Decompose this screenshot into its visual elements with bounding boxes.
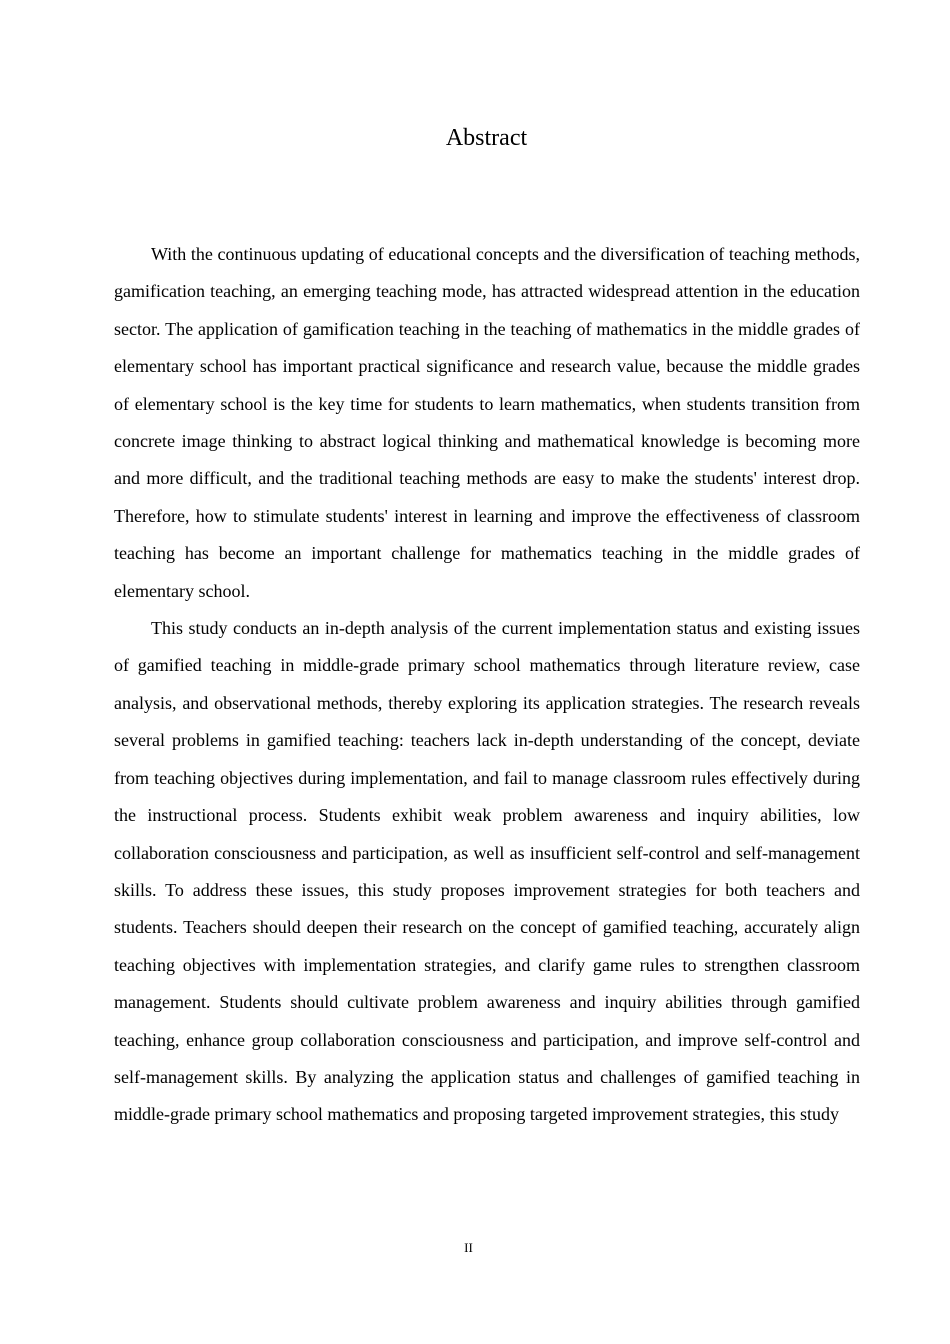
abstract-paragraph-1: With the continuous updating of educational concepts and the diversification of teaching methods, gamification teaching, an emerging teaching mode, has attracted widespread attention in the education sector. The application of gamification teaching in the teaching of mathematics in the middle grades of elementary school has important practical significance and research value, because the middle grades of elementary school is the key time for students to learn mathematics, when students transition from concrete image thinking to abstract logical thinking and mathematical knowledge is becoming more and more difficult, and the traditional teaching methods are easy to make the students' interest drop. Therefore, how to stimulate students' interest in learning and improve the effectiveness of classroom teaching has become an important challenge for mathematics teaching in the middle grades of elementary school. <box>114 244 860 601</box>
page-title: Abstract <box>445 125 528 151</box>
abstract-body <box>114 236 860 1134</box>
abstract-paragraph-2: This study conducts an in-depth analysis of the current implementation status and existing issues of gamified teaching in middle-grade primary school mathematics through literature review, case analysis, and observational methods, thereby exploring its application strategies. The research reveals several problems in gamified teaching: teachers lack in-depth understanding of the concept, deviate from teaching objectives during implementation, and fail to manage classroom rules effectively during the instructional process. Students exhibit weak problem awareness and inquiry abilities, low collaboration consciousness and participation, as well as insufficient self-control and self-management skills. To address these issues, this study proposes improvement strategies for both teachers and students. Teachers should deepen their research on the concept of gamified teaching, accurately align teaching objectives with implementation strategies, and clarify game rules to strengthen classroom management. Students should cultivate problem awareness and inquiry abilities through gamified teaching, enhance group collaboration consciousness and participation, and improve self-control and self-management skills. By analyzing the application status and challenges of gamified teaching in middle-grade primary school mathematics and proposing targeted improvement strategies, this study <box>114 618 860 1125</box>
page-number: II <box>464 1240 473 1255</box>
